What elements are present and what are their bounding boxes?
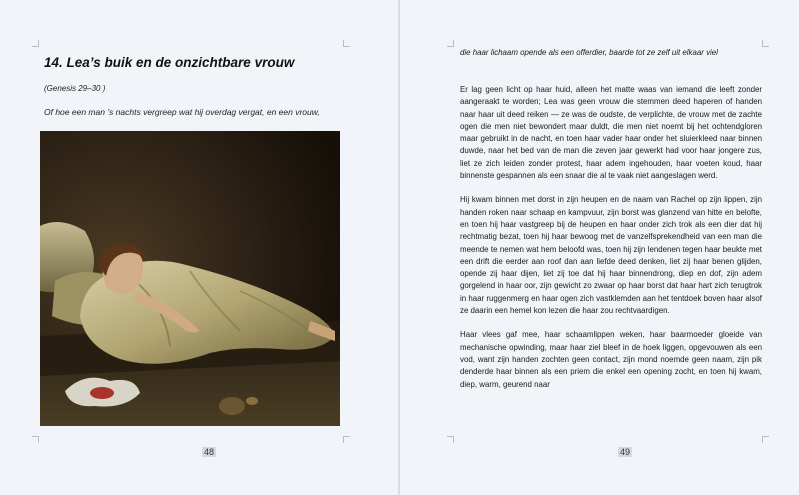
paragraph: Haar vlees gaf mee, haar schaamlippen weken, haar baarmoeder gloeide van mechanische opwinding, maar haar ziel bleef in de hoek liggen, opgevouwen als een vod, want zijn handen zochten geen contact, zijn mond noemde geen naam, zijn pik denderde haar binnen als een priem die enkel een opening zocht, en toen hij kwam, diep, warm, geurend naar [460,330,762,389]
crop-mark [447,40,454,47]
page-number: 48 [204,447,215,457]
crop-mark [32,40,39,47]
paragraph: Hij kwam binnen met dorst in zijn heupen en de naam van Rachel op zijn lippen, zijn handen roken naar schaap en kampvuur, zijn borst was glanzend van hitte en belofte, en toen hij haar vastgreep bij de heupen en haar onder zich trok als een dier dat hij rechtmatig bezat, toen hij haar bewoog met de vanzelfsprekendheid van een man die meende te nemen wat hem beloofd was, toen hij zijn lendenen tegen haar beukte met een drift die eerder aan roof dan aan liefde deed denken, liet zij haar benen glijden, opende zij haar dijen, liet zij toe dat hij haar binnendrong, diep en dof, zijn adem gorgelend in haar oor, zijn gewicht zo zwaar op haar borst dat haar hart zich terugtrok in haar ruggenmerg en haar ogen zich vastklemden aan het tentdoek boven haar alsof ze daarin een hemel kon lezen die haar zou rechtvaardigen. [460,195,762,316]
painting-reclining-woman-icon [40,131,340,426]
body-text [460,84,762,403]
left-page [0,0,398,495]
paragraph: Er lag geen licht op haar huid, alleen het matte waas van iemand die leeft zonder aangeraakt te worden; Lea was geen vrouw die stemmen deed haperen of handen naar haar uit deed reiken — ze was de oudste, de verplichte, de vrouw met de zachte ogen die men niet bewondert maar duldt, die men niet noemt bij het ochtendgloren maar gebruikt in de nacht, en toen haar vader haar onder het sluierkleed naar binnen duwde, naar het bed van de man die zeven jaar gewerkt had voor haar jongere zus, liet ze zich leiden zonder protest, haar adem ingehouden, haar voeten koud, haar binnenste gespannen als een snaar die al te vaak niet aangeslagen werd. [460,85,762,181]
crop-mark [343,436,350,443]
crop-mark [343,40,350,47]
chapter-title: 14. Lea’s buik en de onzichtbare vrouw [44,55,295,70]
crop-mark [762,436,769,443]
crop-mark [762,40,769,47]
crop-mark [32,436,39,443]
continuation-text: die haar lichaam opende als een offerdier, baarde tot ze zelf uit elkaar viel [460,48,718,57]
bible-reference: (Genesis 29–30 ) [44,84,106,93]
crop-mark [447,436,454,443]
page-number: 49 [620,447,631,457]
chapter-subtitle: Of hoe een man ’s nachts vergreep wat hij overdag vergat, en een vrouw, [44,107,320,117]
